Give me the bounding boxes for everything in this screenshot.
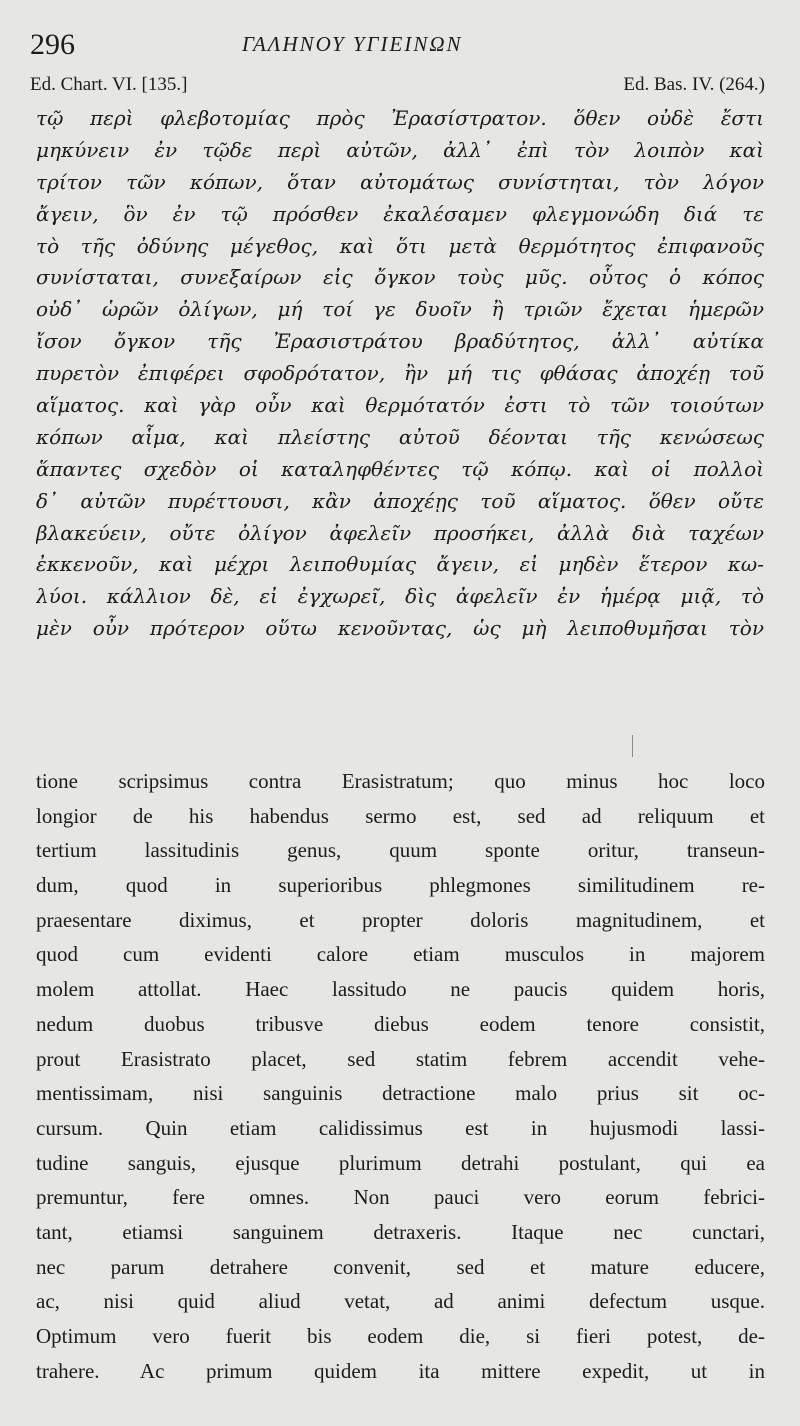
latin-line: prout Erasistrato placet, sed statim febrem accendit vehe- bbox=[36, 1046, 765, 1071]
greek-line: κόπων αἷμα, καὶ πλείστης αὐτοῦ δέονται τῆς κενώσεως bbox=[36, 424, 764, 449]
latin-line: longior de his habendus sermo est, sed ad reliquum et bbox=[36, 803, 765, 828]
latin-line: cursum. Quin etiam calidissimus est in hujusmodi lassi- bbox=[36, 1115, 765, 1140]
latin-line: tertium lassitudinis genus, quum sponte oritur, transeun- bbox=[36, 838, 765, 863]
latin-line: quod cum evidenti calore etiam musculos in majorem bbox=[36, 942, 765, 967]
running-title: ΓΑΛΗΝΟΥ ΥΓΙΕΙΝΩΝ bbox=[242, 32, 463, 56]
latin-text-block bbox=[36, 764, 765, 1388]
latin-line: Optimum vero fuerit bis eodem die, si fieri potest, de- bbox=[36, 1324, 765, 1348]
greek-line: οὐδ᾽ ὡρῶν ὀλίγων, μή τοί γε δυοῖν ἢ τριῶν ἔχεται ἡμερῶν bbox=[36, 297, 764, 322]
greek-line: δ᾽ αὐτῶν πυρέττουσι, κἂν ἀποχέῃς τοῦ αἵματος. ὅθεν οὔτε bbox=[36, 488, 764, 513]
page-number: 296 bbox=[30, 28, 75, 61]
greek-line: λύοι. κάλλιον δὲ, εἰ ἐγχωρεῖ, δὶς ἀφελεῖν ἐν ἡμέρᾳ μιᾷ, τὸ bbox=[36, 584, 764, 609]
latin-line: trahere. Ac primum quidem ita mittere expedit, ut in bbox=[36, 1358, 765, 1383]
latin-line: ac, nisi quid aliud vetat, ad animi defectum usque. bbox=[36, 1289, 765, 1314]
greek-line: τῷ περὶ φλεβοτομίας πρὸς Ἐρασίστρατον. ὅθεν οὐδὲ ἔστι bbox=[36, 106, 764, 130]
greek-line: συνίσταται, συνεξαίρων εἰς ὄγκον τοὺς μῦς. οὗτος ὁ κόπος bbox=[36, 265, 764, 290]
latin-line: nedum duobus tribusve diebus eodem tenore consistit, bbox=[36, 1011, 765, 1036]
greek-text-block bbox=[36, 103, 764, 645]
edition-basel: Ed. Bas. IV. (264.) bbox=[623, 74, 765, 95]
greek-line: μηκύνειν ἐν τῷδε περὶ αὐτῶν, ἀλλ᾽ ἐπὶ τὸν λοιπὸν καὶ bbox=[36, 137, 764, 162]
edition-chartier: Ed. Chart. VI. [135.] bbox=[30, 74, 188, 95]
latin-line: molem attollat. Haec lassitudo ne paucis quidem horis, bbox=[36, 977, 765, 1002]
greek-line: ἅπαντες σχεδὸν οἱ καταληφθέντες τῷ κόπῳ. καὶ οἱ πολλοὶ bbox=[36, 456, 764, 481]
edition-reference bbox=[30, 74, 765, 100]
latin-line: tant, etiamsi sanguinem detraxeris. Itaque nec cunctari, bbox=[36, 1219, 765, 1244]
latin-line: mentissimam, nisi sanguinis detractione malo prius sit oc- bbox=[36, 1081, 765, 1106]
greek-line: μὲν οὖν πρότερον οὕτω κενοῦντας, ὡς μὴ λειποθυμῆσαι τὸν bbox=[36, 616, 764, 641]
greek-line: αἵματος. καὶ γὰρ οὖν καὶ θερμότατόν ἐστι τὸ τῶν τοιούτων bbox=[36, 393, 764, 418]
column-divider-mark bbox=[632, 735, 633, 757]
latin-line: nec parum detrahere convenit, sed et mature educere, bbox=[36, 1254, 765, 1279]
latin-line: premuntur, fere omnes. Non pauci vero eorum febrici- bbox=[36, 1185, 765, 1210]
greek-line: ἐκκενοῦν, καὶ μέχρι λειποθυμίας ἄγειν, εἰ μηδὲν ἕτερον κω- bbox=[36, 552, 764, 577]
greek-line: τρίτον τῶν κόπων, ὅταν αὐτομάτως συνίστηται, τὸν λόγον bbox=[36, 169, 764, 194]
greek-line: ἄγειν, ὃν ἐν τῷ πρόσθεν ἐκαλέσαμεν φλεγμονώδη διά τε bbox=[36, 201, 764, 226]
page-header bbox=[30, 28, 770, 68]
latin-line: tudine sanguis, ejusque plurimum detrahi postulant, qui ea bbox=[36, 1150, 765, 1175]
greek-line: βλακεύειν, οὔτε ὀλίγον ἀφελεῖν προσήκει, ἀλλὰ διὰ ταχέων bbox=[36, 520, 764, 545]
greek-line: τὸ τῆς ὀδύνης μέγεθος, καὶ ὅτι μετὰ θερμότητος ἐπιφανοῦς bbox=[36, 233, 764, 258]
latin-line: praesentare diximus, et propter doloris magnitudinem, et bbox=[36, 907, 765, 932]
greek-line: ἴσον ὄγκον τῆς Ἐρασιστράτου βραδύτητος, ἀλλ᾽ αὐτίκα bbox=[36, 329, 764, 354]
greek-line: πυρετὸν ἐπιφέρει σφοδρότατον, ἢν μή τις φθάσας ἀποχέῃ τοῦ bbox=[36, 361, 764, 386]
latin-line: dum, quod in superioribus phlegmones similitudinem re- bbox=[36, 873, 765, 898]
latin-line: tione scripsimus contra Erasistratum; quo minus hoc loco bbox=[36, 769, 765, 793]
